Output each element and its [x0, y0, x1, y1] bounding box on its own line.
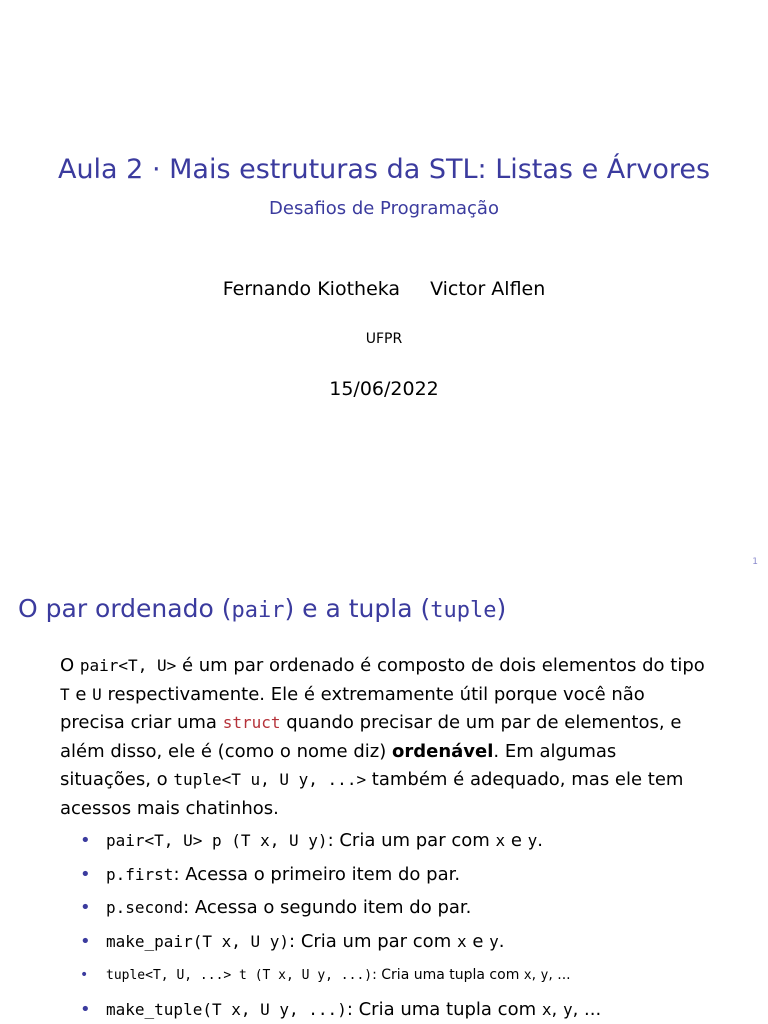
author-name: Victor Alflen [430, 278, 546, 300]
list-item [60, 928, 710, 957]
code-run: p.first [106, 864, 174, 884]
slide-title-code: tuple [430, 598, 497, 623]
code-run: x [456, 931, 467, 951]
text-run: , [531, 967, 541, 983]
presentation-title: Aula 2 · Mais estruturas da STL: Listas e Árvores [57, 154, 711, 185]
text-run: . [537, 830, 544, 851]
code-run: T [60, 684, 70, 704]
author-name: Fernando Kiotheka [222, 278, 401, 300]
slide-body [60, 652, 710, 1024]
list-item [60, 961, 710, 991]
slide-title-code: pair [231, 598, 285, 623]
text-run: , [551, 998, 563, 1020]
code-run: y [489, 931, 499, 951]
code-run: x [523, 968, 532, 983]
code-run: pair<T, U> [79, 656, 177, 675]
text-run: quando precisar de um par de elementos, e além disso, ele é (como o nome diz) [60, 712, 682, 762]
list-item [60, 996, 710, 1024]
text-run: . Em algumas situações, o [60, 740, 617, 790]
code-run: y [562, 999, 573, 1019]
text-run: : Cria um par com [289, 930, 457, 952]
bullet-icon: • [80, 830, 91, 851]
authors [0, 273, 768, 305]
list-item [60, 827, 710, 856]
presentation-subtitle: Desafios de Programação [269, 198, 499, 219]
bullet-icon: • [80, 998, 91, 1020]
text-run: , ... [548, 967, 571, 983]
list-item [60, 861, 710, 890]
code-run: p.second [106, 898, 184, 917]
text-run: : Acessa o primeiro item do par. [173, 863, 461, 885]
text-run: respectivamente. Ele é extremamente útil porque você não precisa criar uma [60, 683, 645, 733]
slide-number: 1 [752, 557, 758, 567]
code-run: tuple<T u, U y, ...> [173, 770, 367, 789]
presentation-date: 15/06/2022 [329, 378, 439, 400]
bullet-icon: • [80, 897, 91, 918]
code-run: tuple<T, U, ...> t (T x, U y, ...) [106, 968, 373, 983]
code-run: x [541, 999, 552, 1019]
slide-title [18, 590, 506, 630]
text-run: : Acessa o segundo item do par. [183, 897, 472, 918]
slide-title-text: O par ordenado ( [18, 594, 232, 623]
content-slide [0, 576, 768, 1024]
text-run: : Cria um par com [327, 830, 496, 851]
bullet-icon: • [80, 863, 91, 885]
bullet-list [60, 827, 710, 1024]
intro-paragraph [60, 652, 710, 823]
text-run: . [498, 930, 505, 952]
bullet-icon: • [80, 930, 91, 952]
slide-title-text: ) e a tupla ( [284, 594, 431, 623]
slide-title-text: ) [496, 594, 507, 623]
text-run: : Cria uma tupla com [346, 998, 542, 1020]
text-run: também é adequado, mas ele tem acessos mais chatinhos. [60, 769, 684, 819]
code-run: x [495, 831, 506, 850]
list-item [60, 894, 710, 923]
code-run: make_tuple(T x, U y, ...) [106, 999, 347, 1019]
text-run: e [505, 830, 528, 851]
text-run: é um par ordenado é composto de dois elementos do tipo [176, 655, 705, 676]
code-run: y [527, 831, 538, 850]
text-run: O [60, 655, 80, 676]
text-run: e [69, 683, 93, 705]
keyword-run: struct [222, 713, 281, 732]
code-run: y [540, 968, 549, 983]
code-run: pair<T, U> p (T x, U y) [106, 831, 328, 850]
bold-run: ordenável [391, 740, 494, 762]
text-run: e [466, 930, 490, 952]
institute: UFPR [365, 331, 403, 347]
text-run: , ... [572, 998, 602, 1020]
text-run: : Cria uma tupla com [372, 967, 524, 983]
bullet-icon: • [80, 967, 89, 983]
code-run: make_pair(T x, U y) [106, 931, 290, 951]
code-run: U [92, 684, 102, 704]
